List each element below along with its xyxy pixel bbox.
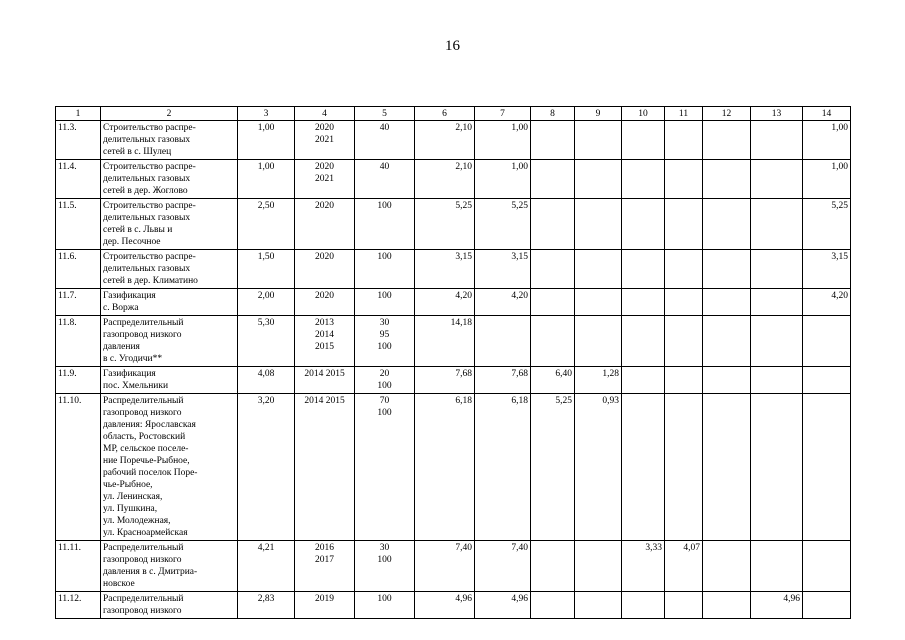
- cell-text-line: дер. Песочное: [103, 237, 161, 247]
- table-row: [56, 160, 851, 199]
- table-row: [56, 289, 851, 316]
- cell-text-line: 100: [377, 201, 392, 211]
- col6-cell: 5,25: [415, 199, 475, 250]
- cell-text-line: газопровод низкого: [103, 408, 182, 418]
- col8-cell: [531, 316, 575, 367]
- header-cell: 5: [355, 107, 415, 121]
- cell-text-line: в с. Угодичи**: [103, 354, 163, 364]
- cell-text-line: 2020: [315, 291, 334, 301]
- col9-cell: [575, 289, 622, 316]
- header-cell: 7: [475, 107, 531, 121]
- cell-text-line: 100: [377, 408, 392, 418]
- col13-cell: [751, 541, 803, 592]
- cell-text-line: 100: [377, 291, 392, 301]
- cell-text-line: 2017: [315, 555, 334, 565]
- years-cell: [295, 121, 355, 160]
- col14-cell: 4,20: [803, 289, 851, 316]
- header-cell: 10: [622, 107, 665, 121]
- cell-text-line: сетей в с. Шулец: [103, 147, 172, 157]
- col8-cell: [531, 160, 575, 199]
- col9-cell: [575, 592, 622, 619]
- col13-cell: [751, 394, 803, 541]
- row-number-cell: 11.4.: [56, 160, 101, 199]
- table-row: [56, 121, 851, 160]
- col6-cell: 7,68: [415, 367, 475, 394]
- col13-cell: [751, 367, 803, 394]
- col11-cell: [665, 199, 703, 250]
- percent-cell: [355, 394, 415, 541]
- cell-text-line: 70: [379, 396, 390, 406]
- cell-text-line: новское: [103, 579, 135, 589]
- cell-text-line: Распределительный: [103, 543, 184, 553]
- col8-cell: [531, 592, 575, 619]
- header-cell: 13: [751, 107, 803, 121]
- object-name-cell: [101, 289, 238, 316]
- cell-text-line: сетей в дер. Климатино: [103, 276, 198, 286]
- col6-cell: 2,10: [415, 160, 475, 199]
- percent-cell: [355, 250, 415, 289]
- cell-text-line: 2013: [315, 318, 334, 328]
- cell-text-line: рабочий поселок Поре-: [103, 468, 198, 478]
- cell-text-line: Газификация: [103, 369, 156, 379]
- table-row: [56, 199, 851, 250]
- cell-text-line: 2021: [315, 135, 334, 145]
- col9-cell: 1,28: [575, 367, 622, 394]
- page-number: 16: [445, 38, 460, 54]
- col3-cell: 5,30: [238, 316, 295, 367]
- cell-text-line: 2016: [315, 543, 334, 553]
- col12-cell: [703, 250, 751, 289]
- percent-cell: [355, 199, 415, 250]
- cell-text-line: 2021: [315, 174, 334, 184]
- col9-cell: [575, 250, 622, 289]
- percent-cell: [355, 121, 415, 160]
- col3-cell: 1,00: [238, 121, 295, 160]
- cell-text-line: 100: [377, 342, 392, 352]
- cell-text-line: 2020: [315, 162, 334, 172]
- col14-cell: [803, 367, 851, 394]
- col10-cell: [622, 160, 665, 199]
- cell-text-line: делительных газовых: [103, 264, 191, 274]
- cell-text-line: область, Ростовский: [103, 432, 186, 442]
- col14-cell: [803, 394, 851, 541]
- table-row: [56, 250, 851, 289]
- object-name-cell: [101, 250, 238, 289]
- row-number-cell: 11.10.: [56, 394, 101, 541]
- percent-cell: [355, 592, 415, 619]
- col13-cell: 4,96: [751, 592, 803, 619]
- years-cell: [295, 250, 355, 289]
- header-cell: 4: [295, 107, 355, 121]
- percent-cell: [355, 160, 415, 199]
- col3-cell: 4,21: [238, 541, 295, 592]
- cell-text-line: чье-Рыбное,: [103, 480, 153, 490]
- header-cell: 6: [415, 107, 475, 121]
- col3-cell: 3,20: [238, 394, 295, 541]
- col11-cell: [665, 394, 703, 541]
- years-cell: [295, 160, 355, 199]
- years-cell: [295, 541, 355, 592]
- col10-cell: [622, 394, 665, 541]
- cell-text-line: 40: [379, 123, 390, 133]
- col10-cell: [622, 199, 665, 250]
- row-number-cell: 11.11.: [56, 541, 101, 592]
- col12-cell: [703, 289, 751, 316]
- table-row: [56, 316, 851, 367]
- cell-text-line: газопровод низкого: [103, 330, 182, 340]
- col9-cell: 0,93: [575, 394, 622, 541]
- col7-cell: 4,96: [475, 592, 531, 619]
- object-name-cell: [101, 394, 238, 541]
- cell-text-line: делительных газовых: [103, 135, 191, 145]
- col7-cell: 5,25: [475, 199, 531, 250]
- header-cell: 8: [531, 107, 575, 121]
- cell-text-line: 2020: [315, 201, 334, 211]
- col9-cell: [575, 199, 622, 250]
- percent-cell: [355, 289, 415, 316]
- col8-cell: [531, 121, 575, 160]
- cell-text-line: 2014: [315, 330, 334, 340]
- col8-cell: 5,25: [531, 394, 575, 541]
- col13-cell: [751, 121, 803, 160]
- col3-cell: 1,00: [238, 160, 295, 199]
- col11-cell: [665, 121, 703, 160]
- cell-text-line: Строительство распре-: [103, 201, 196, 211]
- cell-text-line: 2020: [315, 123, 334, 133]
- col7-cell: 1,00: [475, 160, 531, 199]
- col14-cell: [803, 316, 851, 367]
- cell-text-line: ние Поречье-Рыбное,: [103, 456, 190, 466]
- cell-text-line: с. Воржа: [103, 303, 139, 313]
- header-cell: 9: [575, 107, 622, 121]
- col10-cell: [622, 121, 665, 160]
- col10-cell: 3,33: [622, 541, 665, 592]
- col11-cell: [665, 160, 703, 199]
- cell-text-line: газопровод низкого: [103, 555, 182, 565]
- cell-text-line: давления: [103, 342, 140, 352]
- col11-cell: [665, 367, 703, 394]
- col12-cell: [703, 199, 751, 250]
- col3-cell: 2,00: [238, 289, 295, 316]
- header-cell: 2: [101, 107, 238, 121]
- table-body: [56, 107, 851, 619]
- cell-text-line: сетей в с. Львы и: [103, 225, 173, 235]
- col7-cell: 7,40: [475, 541, 531, 592]
- col3-cell: 1,50: [238, 250, 295, 289]
- col10-cell: [622, 289, 665, 316]
- years-cell: [295, 199, 355, 250]
- col7-cell: 1,00: [475, 121, 531, 160]
- col12-cell: [703, 316, 751, 367]
- years-cell: [295, 289, 355, 316]
- cell-text-line: 30: [379, 543, 390, 553]
- gasification-table: [55, 106, 851, 619]
- col13-cell: [751, 250, 803, 289]
- col6-cell: 14,18: [415, 316, 475, 367]
- cell-text-line: Строительство распре-: [103, 123, 196, 133]
- years-cell: [295, 367, 355, 394]
- header-cell: 11: [665, 107, 703, 121]
- header-cell: 1: [56, 107, 101, 121]
- object-name-cell: [101, 316, 238, 367]
- col11-cell: [665, 592, 703, 619]
- col12-cell: [703, 592, 751, 619]
- cell-text-line: Распределительный: [103, 318, 184, 328]
- cell-text-line: пос. Хмельники: [103, 381, 169, 391]
- col8-cell: [531, 541, 575, 592]
- cell-text-line: Распределительный: [103, 396, 184, 406]
- cell-text-line: сетей в дер. Жоглово: [103, 186, 188, 196]
- col9-cell: [575, 316, 622, 367]
- table-row: [56, 394, 851, 541]
- col3-cell: 2,83: [238, 592, 295, 619]
- col9-cell: [575, 121, 622, 160]
- col11-cell: 4,07: [665, 541, 703, 592]
- table-row: [56, 367, 851, 394]
- col9-cell: [575, 541, 622, 592]
- cell-text-line: 100: [377, 252, 392, 262]
- cell-text-line: Распределительный: [103, 594, 184, 604]
- object-name-cell: [101, 121, 238, 160]
- row-number-cell: 11.8.: [56, 316, 101, 367]
- cell-text-line: 30: [379, 318, 390, 328]
- col12-cell: [703, 121, 751, 160]
- col6-cell: 7,40: [415, 541, 475, 592]
- cell-text-line: делительных газовых: [103, 213, 191, 223]
- header-cell: 12: [703, 107, 751, 121]
- col13-cell: [751, 160, 803, 199]
- col13-cell: [751, 316, 803, 367]
- col8-cell: [531, 199, 575, 250]
- table-row: [56, 541, 851, 592]
- cell-text-line: Строительство распре-: [103, 252, 196, 262]
- cell-text-line: 20: [379, 369, 390, 379]
- row-number-cell: 11.12.: [56, 592, 101, 619]
- col10-cell: [622, 316, 665, 367]
- cell-text-line: делительных газовых: [103, 174, 191, 184]
- cell-text-line: 100: [377, 555, 392, 565]
- col8-cell: 6,40: [531, 367, 575, 394]
- percent-cell: [355, 367, 415, 394]
- cell-text-line: 100: [377, 381, 392, 391]
- cell-text-line: 100: [377, 594, 392, 604]
- col7-cell: 4,20: [475, 289, 531, 316]
- col10-cell: [622, 250, 665, 289]
- row-number-cell: 11.5.: [56, 199, 101, 250]
- cell-text-line: 2014 2015: [304, 396, 345, 406]
- cell-text-line: ул. Ленинская,: [103, 492, 163, 502]
- cell-text-line: ул. Красноармейская: [103, 528, 188, 538]
- col11-cell: [665, 250, 703, 289]
- table-row: [56, 592, 851, 619]
- cell-text-line: Строительство распре-: [103, 162, 196, 172]
- col11-cell: [665, 289, 703, 316]
- col6-cell: 2,10: [415, 121, 475, 160]
- cell-text-line: 2014 2015: [304, 369, 345, 379]
- col3-cell: 4,08: [238, 367, 295, 394]
- col13-cell: [751, 199, 803, 250]
- col12-cell: [703, 394, 751, 541]
- row-number-cell: 11.9.: [56, 367, 101, 394]
- object-name-cell: [101, 367, 238, 394]
- row-number-cell: 11.3.: [56, 121, 101, 160]
- cell-text-line: МР, сельское поселе-: [103, 444, 189, 454]
- years-cell: [295, 316, 355, 367]
- col14-cell: 1,00: [803, 160, 851, 199]
- col6-cell: 4,20: [415, 289, 475, 316]
- col7-cell: [475, 316, 531, 367]
- years-cell: [295, 592, 355, 619]
- percent-cell: [355, 316, 415, 367]
- cell-text-line: ул. Молодежная,: [103, 516, 171, 526]
- col8-cell: [531, 289, 575, 316]
- col14-cell: 5,25: [803, 199, 851, 250]
- col6-cell: 4,96: [415, 592, 475, 619]
- percent-cell: [355, 541, 415, 592]
- object-name-cell: [101, 541, 238, 592]
- col14-cell: 3,15: [803, 250, 851, 289]
- col12-cell: [703, 160, 751, 199]
- col7-cell: 6,18: [475, 394, 531, 541]
- col12-cell: [703, 367, 751, 394]
- cell-text-line: газопровод низкого: [103, 606, 182, 616]
- col3-cell: 2,50: [238, 199, 295, 250]
- col7-cell: 3,15: [475, 250, 531, 289]
- col14-cell: [803, 541, 851, 592]
- col7-cell: 7,68: [475, 367, 531, 394]
- cell-text-line: ул. Пушкина,: [103, 504, 158, 514]
- col6-cell: 3,15: [415, 250, 475, 289]
- col14-cell: [803, 592, 851, 619]
- cell-text-line: 40: [379, 162, 390, 172]
- object-name-cell: [101, 199, 238, 250]
- col12-cell: [703, 541, 751, 592]
- col10-cell: [622, 592, 665, 619]
- col14-cell: 1,00: [803, 121, 851, 160]
- col9-cell: [575, 160, 622, 199]
- cell-text-line: 95: [379, 330, 390, 340]
- cell-text-line: Газификация: [103, 291, 156, 301]
- col11-cell: [665, 316, 703, 367]
- years-cell: [295, 394, 355, 541]
- header-cell: 3: [238, 107, 295, 121]
- header-cell: 14: [803, 107, 851, 121]
- col10-cell: [622, 367, 665, 394]
- cell-text-line: давления: Ярославская: [103, 420, 196, 430]
- row-number-cell: 11.7.: [56, 289, 101, 316]
- col8-cell: [531, 250, 575, 289]
- cell-text-line: давления в с. Дмитриа-: [103, 567, 198, 577]
- cell-text-line: 2020: [315, 252, 334, 262]
- col13-cell: [751, 289, 803, 316]
- column-number-header-row: [56, 107, 851, 121]
- row-number-cell: 11.6.: [56, 250, 101, 289]
- object-name-cell: [101, 592, 238, 619]
- cell-text-line: 2019: [315, 594, 334, 604]
- cell-text-line: 2015: [315, 342, 334, 352]
- object-name-cell: [101, 160, 238, 199]
- col6-cell: 6,18: [415, 394, 475, 541]
